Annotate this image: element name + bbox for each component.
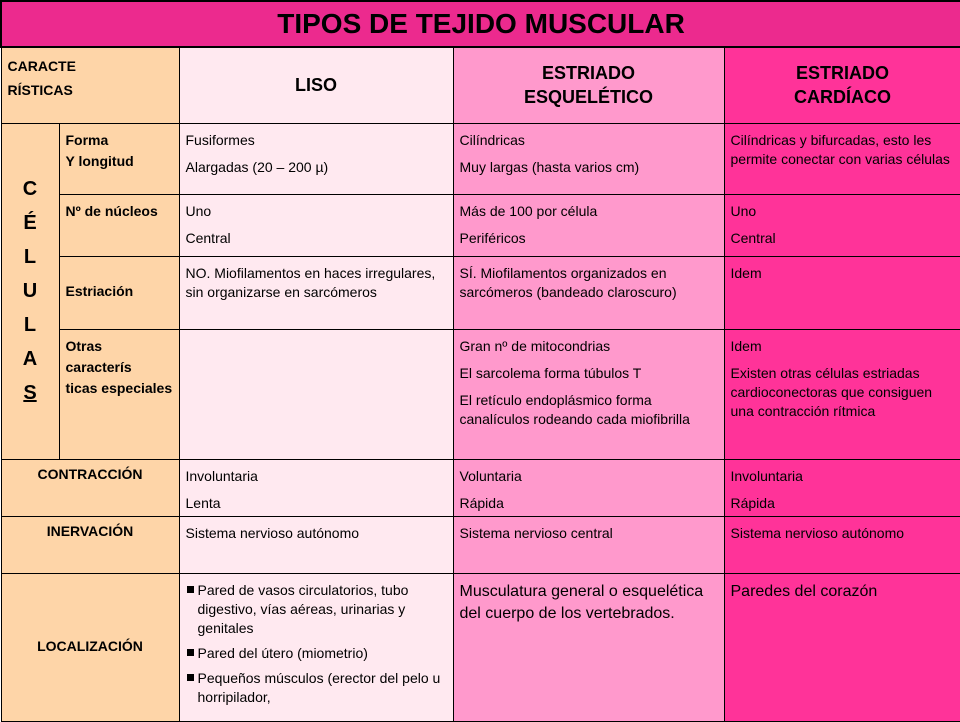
header-cardiaco-line2: CARDÍACO [794, 87, 892, 108]
cell-text: Idem [730, 264, 762, 281]
celulas-letter: C [22, 178, 38, 200]
cell-text: Sistema nervioso central [459, 524, 613, 541]
header-cardiaco [724, 47, 960, 123]
header-liso: LISO [179, 47, 453, 123]
label-forma-line2: Y longitud [65, 152, 134, 169]
cell-forma-liso [179, 123, 453, 194]
cell-text: Involuntaria [730, 467, 803, 484]
cell-contraccion-esqueletico [453, 459, 724, 516]
label-nucleos: Nº de núcleos [59, 194, 179, 256]
header-caracteristicas [1, 47, 179, 123]
celulas-letter: U [22, 280, 38, 302]
cell-text: Uno [185, 202, 212, 219]
cell-text: Existen otras células estriadas cardioconectoras que consiguen una contracción rítmica [730, 364, 933, 419]
cell-contraccion-cardiaco [724, 459, 960, 516]
cell-text: Uno [730, 202, 757, 219]
row-estriacion [1, 256, 960, 329]
cell-text: Cilíndricas y bifurcadas, esto les permite conectar con varias células [730, 131, 950, 167]
label-contraccion: CONTRACCIÓN [1, 459, 179, 516]
cell-text: Rápida [459, 494, 504, 511]
label-localizacion: LOCALIZACIÓN [1, 573, 179, 721]
cell-text: Gran nº de mitocondrias [459, 337, 611, 354]
cell-text: Muy largas (hasta varios cm) [459, 158, 640, 175]
celulas-letter: L [23, 314, 37, 336]
cell-text: Alargadas (20 – 200 µ) [185, 158, 329, 175]
header-row [1, 47, 960, 123]
header-cardiaco-line1: ESTRIADO [796, 63, 890, 84]
cell-text: NO. Miofilamentos en haces irregulares, sin organizarse en sarcómeros [185, 264, 436, 300]
cell-text: El sarcolema forma túbulos T [459, 364, 642, 381]
label-otras [59, 329, 179, 459]
cell-text: Idem [730, 337, 762, 354]
label-estriacion: Estriación [59, 256, 179, 329]
header-esqueletico [453, 47, 724, 123]
row-contraccion [1, 459, 960, 516]
header-caracteristicas-line2: RÍSTICAS [7, 82, 73, 98]
cell-text: Paredes del corazón [730, 582, 878, 600]
cell-estriacion-cardiaco [724, 256, 960, 329]
label-otras-line3: ticas especiales [65, 379, 173, 396]
cell-text: Rápida [730, 494, 775, 511]
cell-text: Fusiformes [185, 131, 255, 148]
celulas-letter: É [23, 212, 37, 234]
cell-nucleos-liso [179, 194, 453, 256]
cell-otras-esqueletico [453, 329, 724, 459]
header-esqueletico-line2: ESQUELÉTICO [523, 87, 653, 108]
row-otras [1, 329, 960, 459]
cell-text: Sistema nervioso autónomo [185, 524, 360, 541]
list-item: Pared de vasos circulatorios, tubo digestivo, vías aéreas, urinarias y genitales [186, 581, 447, 638]
row-localizacion [1, 573, 960, 721]
row-forma [1, 123, 960, 194]
row-nucleos [1, 194, 960, 256]
label-otras-line1: Otras [65, 337, 103, 354]
cell-estriacion-liso [179, 256, 453, 329]
celulas-letter: A [22, 348, 38, 370]
cell-text: Musculatura general o esquelética del cuerpo de los vertebrados. [459, 582, 704, 622]
cell-text: Central [730, 229, 776, 246]
cell-inervacion-liso [179, 516, 453, 573]
cell-otras-liso [179, 329, 453, 459]
celulas-vertical-label [1, 123, 59, 459]
celulas-letter: L [23, 246, 37, 268]
cell-localizacion-esqueletico [453, 573, 724, 721]
localizacion-liso-list [186, 581, 447, 707]
cell-inervacion-cardiaco [724, 516, 960, 573]
cell-localizacion-liso [179, 573, 453, 721]
page-title: TIPOS DE TEJIDO MUSCULAR [1, 1, 960, 47]
cell-otras-cardiaco [724, 329, 960, 459]
label-inervacion: INERVACIÓN [1, 516, 179, 573]
cell-text: Periféricos [459, 229, 526, 246]
cell-forma-esqueletico [453, 123, 724, 194]
cell-nucleos-cardiaco [724, 194, 960, 256]
cell-inervacion-esqueletico [453, 516, 724, 573]
label-forma [59, 123, 179, 194]
cell-contraccion-liso [179, 459, 453, 516]
cell-text: SÍ. Miofilamentos organizados en sarcómeros (bandeado claroscuro) [459, 264, 677, 300]
cell-text: Central [185, 229, 231, 246]
cell-text: Lenta [185, 494, 221, 511]
cell-text: Cilíndricas [459, 131, 525, 148]
row-inervacion [1, 516, 960, 573]
cell-text: El retículo endoplásmico forma canalículos rodeando cada miofibrilla [459, 391, 690, 427]
header-caracteristicas-line1: CARACTE [7, 58, 76, 74]
cell-text: Sistema nervioso autónomo [730, 524, 905, 541]
header-esqueletico-line1: ESTRIADO [541, 63, 635, 84]
label-otras-line2: caracterís [65, 358, 132, 375]
cell-text: Involuntaria [185, 467, 258, 484]
cell-localizacion-cardiaco [724, 573, 960, 721]
cell-nucleos-esqueletico [453, 194, 724, 256]
label-forma-line1: Forma [65, 131, 109, 148]
cell-forma-cardiaco [724, 123, 960, 194]
list-item: Pared del útero (miometrio) [186, 644, 447, 663]
list-item: Pequeños músculos (erector del pelo u horripilador, [186, 669, 447, 707]
cell-estriacion-esqueletico [453, 256, 724, 329]
cell-text: Voluntaria [459, 467, 522, 484]
celulas-letter: S [23, 382, 37, 404]
cell-text: Más de 100 por célula [459, 202, 598, 219]
